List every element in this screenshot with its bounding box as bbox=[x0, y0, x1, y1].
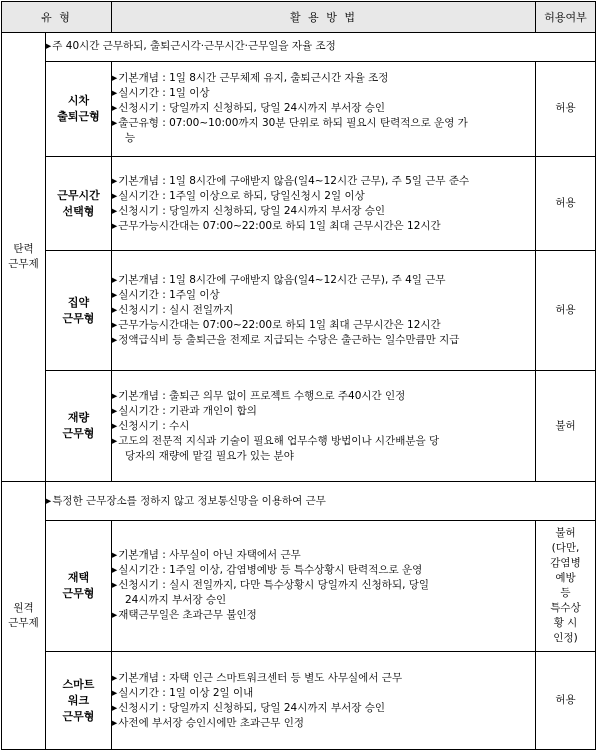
allow-discretionary: 불허 bbox=[536, 371, 596, 482]
desc-discretionary: ▸ 기본개념 : 출퇴근 의무 없이 프로젝트 수행으로 주40시간 인정 ▸ 실시기간 : 기관과 개인이 합의 ▸ 신청시기 : 수시 ▸ 고도의 전문적 지식과 기술이 필요해 업무수행 방법이나 시간배분을 당 당자의 재량에 맡길 필요가 있는 분야 bbox=[112, 371, 536, 482]
desc-hour-choice: ▸ 기본개념 : 1일 8시간에 구애받지 않음(일4~12시간 근무), 주 5일 근무 준수 ▸ 실시기간 : 1주일 이상으로 하되, 당일신청시 2일 이상 ▸ 신청시기 : 당일까지 신청하되, 당일 24시까지 부서장 승인 ▸ 근무가능시간대는 07:00~22:00로 하되 1일 최대 근무시간은 12시간 bbox=[112, 157, 536, 251]
table-row bbox=[2, 251, 596, 371]
table-row bbox=[2, 61, 596, 157]
allow-staggered-commute: 허용 bbox=[536, 61, 596, 157]
table-row bbox=[2, 33, 596, 61]
type-smart-work: 스마트 워크 근무형 bbox=[46, 652, 112, 750]
allow-hour-choice: 허용 bbox=[536, 157, 596, 251]
header-type: 유 형 bbox=[2, 2, 112, 33]
allow-home: 불허 (다만, 감염병 예방 등 특수상 황 시 인정) bbox=[536, 520, 596, 651]
table-row bbox=[2, 371, 596, 482]
remote-summary: ▸ 특정한 근무장소를 정하지 않고 정보통신망을 이용하여 근무 bbox=[46, 482, 596, 520]
table-row bbox=[2, 482, 596, 520]
header-allow: 허용여부 bbox=[536, 2, 596, 33]
header-method: 활 용 방 법 bbox=[112, 2, 536, 33]
type-staggered-commute: 시차 출퇴근형 bbox=[46, 61, 112, 157]
work-type-table bbox=[1, 1, 596, 750]
category-remote: 원격 근무제 bbox=[2, 482, 46, 750]
desc-compressed: ▸ 기본개념 : 1일 8시간에 구애받지 않음(일4~12시간 근무), 주 4일 근무 ▸ 실시기간 : 1주일 이상 ▸ 신청시기 : 실시 전일까지 ▸ 근무가능시간대는 07:00~22:00로 하되 1일 최대 근무시간은 12시간 ▸ 정액급식비 등 출퇴근을 전제로 지급되는 수당은 출근하는 일수만큼만 지급 bbox=[112, 251, 536, 371]
desc-staggered-commute: ▸ 기본개념 : 1일 8시간 근무체제 유지, 출퇴근시간 자율 조정 ▸ 실시기간 : 1일 이상 ▸ 신청시기 : 당일까지 신청하되, 당일 24시까지 부서장 승인 ▸ 출근유형 : 07:00~10:00까지 30분 단위로 하되 필요시 탄력적으로 운영 가 능 bbox=[112, 61, 536, 157]
allow-compressed: 허용 bbox=[536, 251, 596, 371]
table-row bbox=[2, 652, 596, 750]
flexible-summary: ▸ 주 40시간 근무하되, 출퇴근시각·근무시간·근무일을 자율 조정 bbox=[46, 33, 596, 61]
allow-smart-work: 허용 bbox=[536, 652, 596, 750]
desc-smart-work: ▸ 기본개념 : 자택 인근 스마트워크센터 등 별도 사무실에서 근무 ▸ 실시기간 : 1일 이상 2일 이내 ▸ 신청시기 : 당일까지 신청하되, 당일 24시까지 부서장 승인 ▸ 사전에 부서장 승인시에만 초과근무 인정 bbox=[112, 652, 536, 750]
category-flexible: 탄력 근무제 bbox=[2, 33, 46, 482]
type-hour-choice: 근무시간 선택형 bbox=[46, 157, 112, 251]
type-compressed: 집약 근무형 bbox=[46, 251, 112, 371]
type-discretionary: 재량 근무형 bbox=[46, 371, 112, 482]
table-header-row bbox=[2, 2, 596, 33]
type-home: 재택 근무형 bbox=[46, 520, 112, 651]
desc-home: ▸ 기본개념 : 사무실이 아닌 자택에서 근무 ▸ 실시기간 : 1주일 이상, 감염병예방 등 특수상황시 탄력적으로 운영 ▸ 신청시기 : 실시 전일까지, 다만 특수상황시 당일까지 신청하되, 당일 24시까지 부서장 승인 ▸ 재택근무일은 초과근무 불인정 bbox=[112, 520, 536, 651]
table-row bbox=[2, 520, 596, 651]
table-row bbox=[2, 157, 596, 251]
